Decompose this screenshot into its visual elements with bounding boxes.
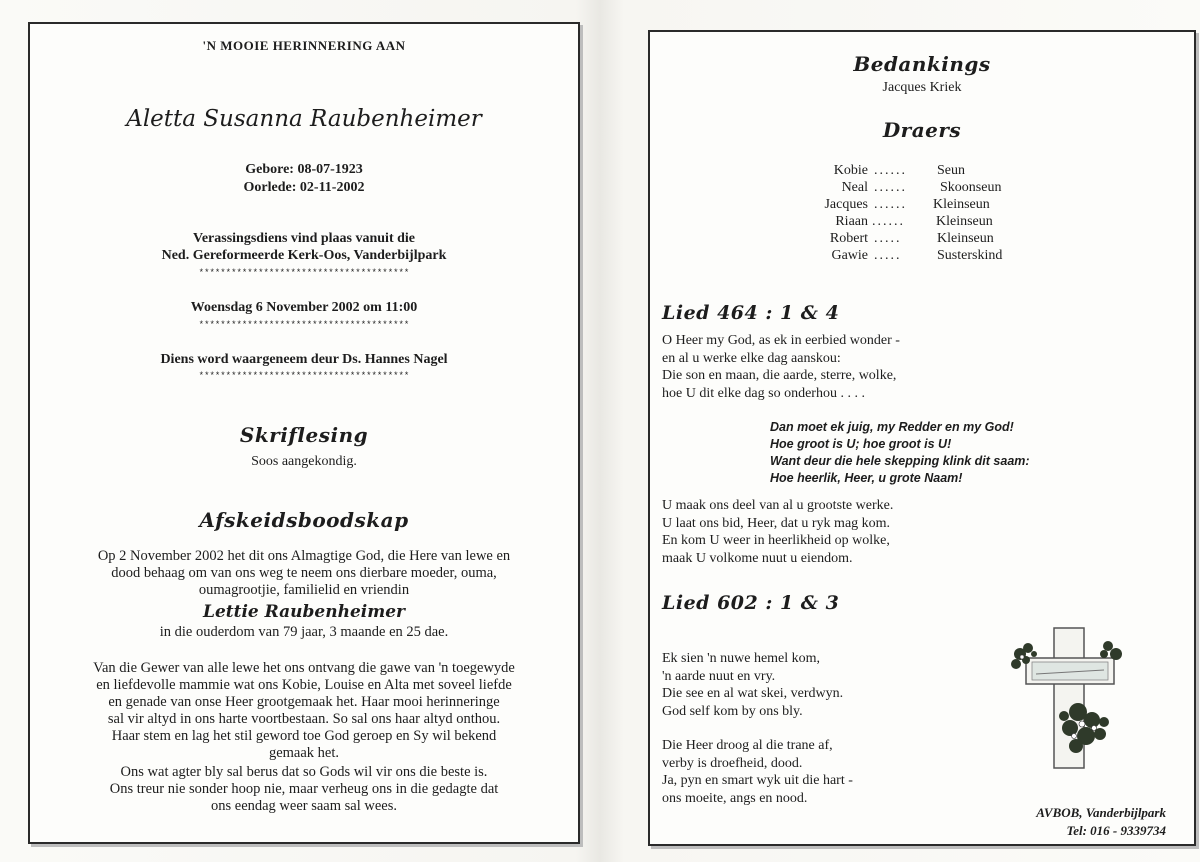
verse-line: Ek sien 'n nuwe hemel kom, — [662, 651, 821, 666]
service-date-time: Woensdag 6 November 2002 om 11:00 — [190, 300, 418, 315]
chorus-line: Want deur die hele skepping klink dit saam: — [770, 454, 1030, 468]
chorus-line: Hoe groot is U; hoe groot is U! — [770, 437, 952, 451]
message-line: gemaak het. — [268, 745, 340, 761]
afskeid-heading: Afskeidsboodskap — [199, 508, 409, 532]
bearer-name: Jacques — [824, 197, 868, 212]
service-line-2: Ned. Gereformeerde Kerk-Oos, Vanderbijlpark — [161, 248, 447, 263]
message-line: Haar stem en lag het stil geword toe God geroep en Sy wil bekend — [111, 728, 497, 744]
chorus-line: Hoe heerlik, Heer, u grote Naam! — [770, 471, 963, 485]
lied-464-verse-1 — [662, 332, 900, 402]
bearer-name: Neal — [841, 180, 868, 195]
separator-stars: *************************************** — [198, 320, 410, 330]
skriflesing-heading: Skriflesing — [239, 423, 369, 447]
verse-line: Die Heer droog al die trane af, — [662, 738, 833, 753]
birth-date: Gebore: 08-07-1923 — [245, 162, 363, 177]
bedankings-name: Jacques Kriek — [882, 80, 962, 95]
bearer-relation: Susterskind — [937, 248, 1003, 263]
deceased-name: Aletta Susanna Raubenheimer — [126, 106, 482, 132]
message-line: Ons wat agter bly sal berus dat so Gods wil vir ons die beste is. — [120, 764, 488, 780]
lied-464-verse-2 — [662, 497, 893, 567]
message-line: en liefdevolle mammie wat ons Kobie, Louise en Alta met soveel liefde — [96, 677, 512, 693]
verse-line: 'n aarde nuut en vry. — [662, 668, 776, 684]
separator-stars: *************************************** — [198, 371, 410, 381]
bearer-name: Riaan — [835, 214, 868, 229]
bearer-relation: Kleinseun — [936, 214, 993, 229]
verse-line: maak U volkome nuut u eiendom. — [662, 550, 853, 566]
message-line: Ons treur nie sonder hoop nie, maar verheug ons in die gedagte dat — [109, 781, 499, 797]
funeral-company-phone: Tel: 016 - 9339734 — [1066, 823, 1166, 838]
separator-stars: *************************************** — [198, 268, 410, 278]
lied-602-verse-2 — [662, 737, 853, 807]
cross-with-flowers-icon — [1008, 624, 1128, 774]
memorial-header: 'N MOOIE HERINNERING AAN — [202, 38, 406, 53]
verse-line: hoe U dit elke dag so onderhou . . . . — [662, 385, 865, 401]
bearer-dots: ..... — [874, 248, 902, 263]
bearer-dots: ...... — [874, 197, 907, 212]
verse-line: Ja, pyn en smart wyk uit die hart - — [662, 773, 853, 788]
bearer-relation: Seun — [937, 163, 965, 178]
draers-heading: Draers — [882, 118, 962, 142]
verse-line: O Heer my God, as ek in eerbied wonder - — [662, 333, 900, 348]
bearer-name: Gawie — [831, 248, 868, 263]
right-page — [648, 30, 1196, 846]
verse-line: God self kom by ons bly. — [662, 703, 803, 719]
lied-464-heading: Lied 464 : 1 & 4 — [662, 302, 840, 324]
bearer-name: Kobie — [833, 163, 868, 178]
death-date: Oorlede: 02-11-2002 — [243, 180, 365, 195]
verse-line: verby is droefheid, dood. — [662, 755, 803, 771]
verse-line: En kom U weer in heerlikheid op wolke, — [662, 533, 890, 548]
verse-line: en al u werke elke dag aanskou: — [662, 350, 841, 366]
verse-line: U maak ons deel van al u grootste werke. — [662, 498, 894, 513]
service-line-1: Verassingsdiens vind plaas vanuit die — [193, 231, 415, 246]
message-line: en genade van onse Heer grootgemaak het. Haar mooi herinneringe — [108, 694, 500, 710]
bearer-relation: Kleinseun — [937, 231, 994, 246]
message-line: Van die Gewer van alle lewe het ons ontvang die gawe van 'n toegewyde — [93, 660, 515, 676]
age-line: in die ouderdom van 79 jaar, 3 maande en 25 dae. — [159, 624, 449, 640]
verse-line: Die son en maan, die aarde, sterre, wolke, — [662, 368, 897, 383]
funeral-company: AVBOB, Vanderbijlpark — [1036, 805, 1166, 820]
message-line: dood behaag om van ons weg te neem ons dierbare moeder, ouma, — [111, 565, 497, 581]
bearer-relation: Skoonseun — [940, 180, 1002, 195]
message-line: Op 2 November 2002 het dit ons Almagtige God, die Here van lewe en — [97, 548, 511, 564]
minister-line: Diens word waargeneem deur Ds. Hannes Nagel — [160, 352, 448, 367]
bearer-dots: ...... — [874, 163, 907, 178]
bedankings-heading: Bedankings — [853, 52, 991, 76]
message-line: ons eendag weer saam sal wees. — [210, 798, 397, 814]
skriflesing-note: Soos aangekondig. — [251, 454, 357, 469]
message-line: oumagrootjie, familielid en vriendin — [198, 582, 410, 598]
bearer-name: Robert — [829, 231, 868, 246]
left-page — [28, 22, 580, 844]
bearer-dots: ...... — [872, 214, 905, 229]
lied-602-heading: Lied 602 : 1 & 3 — [662, 592, 840, 614]
verse-line: ons moeite, angs en nood. — [662, 790, 808, 806]
lied-602-verse-1 — [662, 650, 843, 720]
verse-line: U laat ons bid, Heer, dat u ryk mag kom. — [662, 515, 891, 531]
verse-line: Die see en al wat skei, verdwyn. — [662, 686, 844, 701]
bearer-relation: Kleinseun — [933, 197, 990, 212]
bearer-dots: ..... — [874, 231, 902, 246]
bearer-dots: ...... — [874, 180, 907, 195]
chorus-line: Dan moet ek juig, my Redder en my God! — [770, 420, 1014, 434]
message-line: sal vir altyd in ons harte voortbestaan. So sal ons haar altyd onthou. — [107, 711, 501, 727]
lied-464-chorus — [770, 419, 1030, 487]
deceased-nickname: Lettie Raubenheimer — [202, 602, 406, 622]
